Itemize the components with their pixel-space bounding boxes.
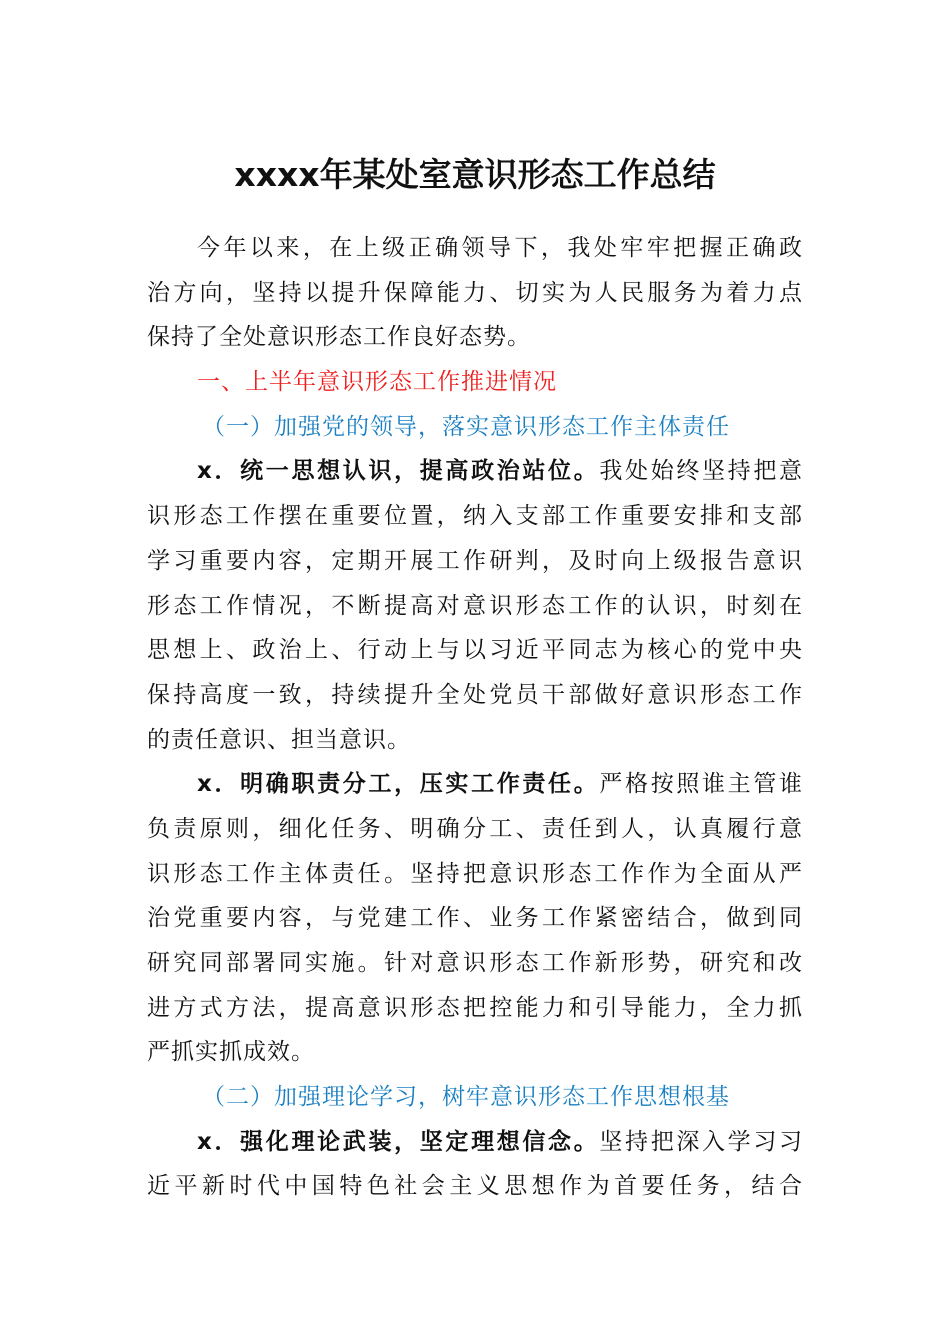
- paragraph-text: 我处始终坚持把意: [599, 458, 804, 485]
- paragraph-line: 严抓实抓成效。: [147, 1039, 315, 1066]
- intro-line: 今年以来，在上级正确领导下，我处牢牢把握正确政: [197, 235, 803, 261]
- paragraph-line: 进方式方法，提高意识形态把控能力和引导能力，全力抓: [147, 994, 803, 1021]
- paragraph-line: 识形态工作主体责任。坚持把意识形态工作作为全面从严: [147, 860, 803, 887]
- paragraph-line: 近平新时代中国特色社会主义思想作为首要任务，结合: [147, 1173, 803, 1200]
- paragraph-line: 识形态工作摆在重要位置，纳入支部工作重要安排和支部: [147, 503, 803, 530]
- intro-line: 治方向，坚持以提升保障能力、切实为人民服务为着力点: [147, 279, 803, 306]
- paragraph-text: 坚持把深入学习习: [599, 1128, 804, 1155]
- paragraph-line: 研究同部署同实施。针对意识形态工作新形势，研究和改: [147, 950, 803, 976]
- paragraph-line: 学习重要内容，定期开展工作研判，及时向上级报告意识: [147, 547, 803, 574]
- paragraph-lead: x．强化理论武装，坚定理想信念。: [197, 1128, 600, 1155]
- document-body: [147, 226, 803, 1209]
- paragraph-line: [147, 449, 803, 494]
- subsection-heading: （二）加强理论学习，树牢意识形态工作思想根基: [202, 1084, 730, 1111]
- paragraph-line: 形态工作情况，不断提高对意识形态工作的认识，时刻在: [147, 592, 803, 619]
- paragraph-line: 保持高度一致，持续提升全处党员干部做好意识形态工作: [147, 681, 803, 708]
- section-heading: 一、上半年意识形态工作推进情况: [197, 369, 557, 396]
- paragraph-lead: x．统一思想认识，提高政治站位。: [197, 458, 600, 485]
- paragraph-line: 治党重要内容，与党建工作、业务工作紧密结合，做到同: [147, 905, 803, 932]
- document-title: xxxx年某处室意识形态工作总结: [234, 155, 716, 194]
- paragraph-line: 的责任意识、担当意识。: [147, 726, 411, 753]
- paragraph-lead: x．明确职责分工，压实工作责任。: [197, 771, 600, 798]
- intro-line: 保持了全处意识形态工作良好态势。: [147, 324, 531, 351]
- paragraph-text: 严格按照谁主管谁: [599, 771, 804, 798]
- subsection-heading: （一）加强党的领导，落实意识形态工作主体责任: [202, 413, 730, 440]
- paragraph-line: [147, 762, 803, 807]
- paragraph-line: 负责原则，细化任务、明确分工、责任到人，认真履行意: [147, 815, 803, 842]
- paragraph-line: 思想上、政治上、行动上与以习近平同志为核心的党中央: [147, 637, 803, 664]
- paragraph-line: [147, 1120, 803, 1165]
